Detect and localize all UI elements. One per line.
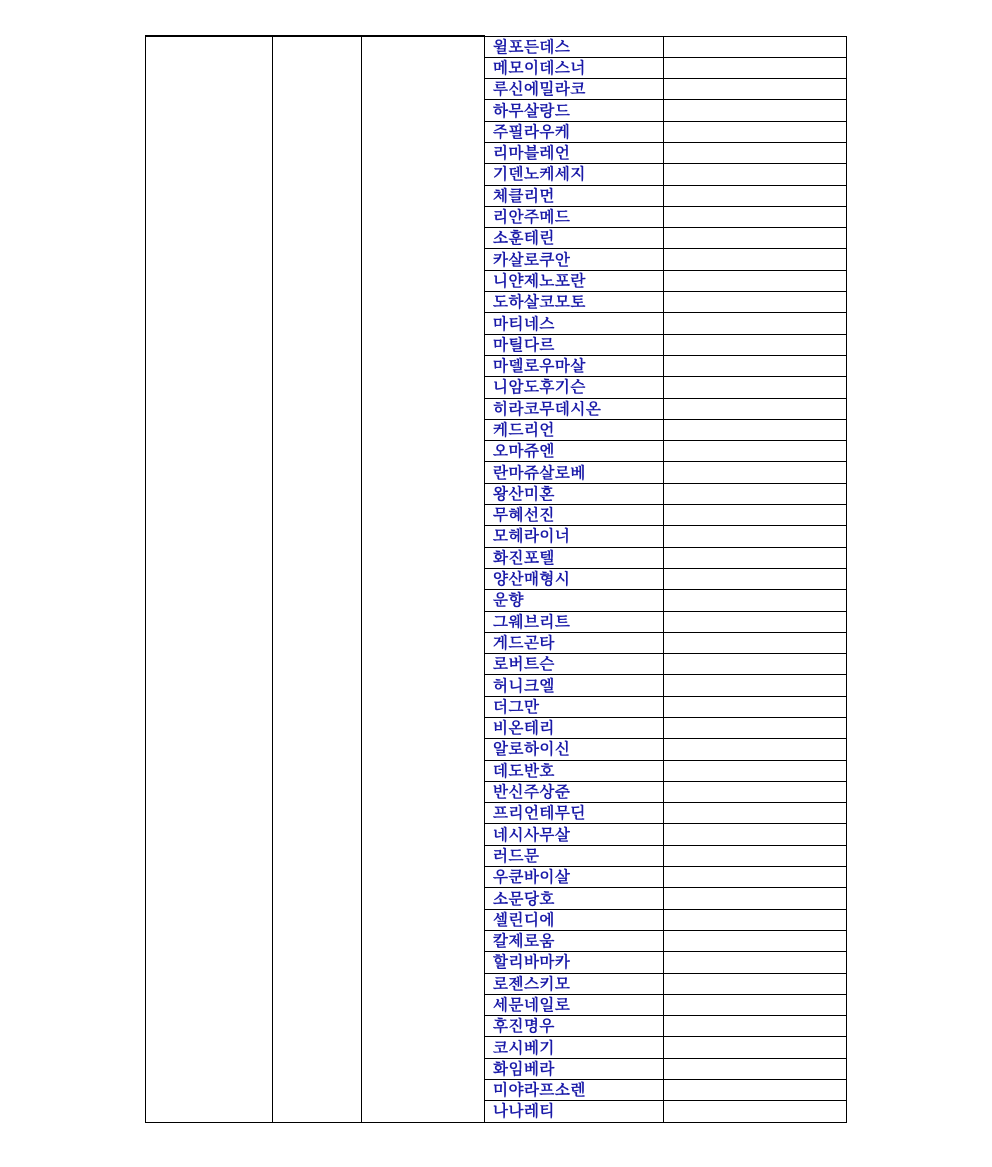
empty-cell [664,334,847,355]
name-cell: 루신에밀라코 [485,79,664,100]
blank-merged-cell-2 [273,36,362,1122]
empty-cell [664,824,847,845]
name-cell: 미야라프소렌 [485,1080,664,1101]
empty-cell [664,100,847,121]
name-cell: 허니크엘 [485,675,664,696]
blank-merged-cell-3 [362,36,485,1122]
name-cell: 무혜선진 [485,505,664,526]
name-cell: 프리언테무딘 [485,803,664,824]
name-cell: 하무살랑드 [485,100,664,121]
empty-cell [664,632,847,653]
name-cell: 오마쥬엔 [485,441,664,462]
table-row [146,36,847,57]
name-table-body [146,36,847,1122]
name-cell: 양산매형시 [485,568,664,589]
name-cell: 반신주상준 [485,781,664,802]
name-cell: 네시사무살 [485,824,664,845]
empty-cell [664,781,847,802]
name-cell: 로젠스키모 [485,973,664,994]
name-cell: 니얀제노포란 [485,270,664,291]
empty-cell [664,590,847,611]
name-cell: 할리바마카 [485,952,664,973]
empty-cell [664,398,847,419]
empty-cell [664,164,847,185]
empty-cell [664,526,847,547]
name-cell: 리마블레언 [485,142,664,163]
empty-cell [664,654,847,675]
empty-cell [664,867,847,888]
empty-cell [664,696,847,717]
name-cell: 알로하이신 [485,739,664,760]
empty-cell [664,994,847,1015]
name-cell: 왕산미혼 [485,483,664,504]
name-cell: 히라코무데시온 [485,398,664,419]
name-cell: 소문당호 [485,888,664,909]
name-cell: 화임베라 [485,1058,664,1079]
empty-cell [664,1037,847,1058]
name-cell: 메모이데스너 [485,57,664,78]
name-cell: 운향 [485,590,664,611]
empty-cell [664,888,847,909]
empty-cell [664,973,847,994]
name-cell: 후진명우 [485,1016,664,1037]
empty-cell [664,313,847,334]
name-cell: 기덴노케세지 [485,164,664,185]
name-cell: 우쿤바이살 [485,867,664,888]
empty-cell [664,909,847,930]
empty-cell [664,547,847,568]
empty-cell [664,419,847,440]
empty-cell [664,142,847,163]
name-cell: 카살로쿠안 [485,249,664,270]
empty-cell [664,1058,847,1079]
empty-cell [664,462,847,483]
name-cell: 세문네일로 [485,994,664,1015]
empty-cell [664,355,847,376]
name-cell: 윌포든데스 [485,36,664,57]
name-cell: 칼제로움 [485,930,664,951]
name-cell: 도하살코모토 [485,292,664,313]
empty-cell [664,505,847,526]
empty-cell [664,739,847,760]
name-table [145,35,847,1123]
empty-cell [664,377,847,398]
name-cell: 화진포텔 [485,547,664,568]
name-cell: 케드리언 [485,419,664,440]
name-cell: 비온테리 [485,718,664,739]
name-cell: 리안주메드 [485,206,664,227]
name-cell: 주필라우케 [485,121,664,142]
name-cell: 러드문 [485,845,664,866]
name-cell: 마델로우마살 [485,355,664,376]
name-cell: 그웨브리트 [485,611,664,632]
empty-cell [664,228,847,249]
empty-cell [664,270,847,291]
empty-cell [664,121,847,142]
blank-merged-cell-1 [146,36,273,1122]
empty-cell [664,292,847,313]
name-cell: 더그만 [485,696,664,717]
empty-cell [664,249,847,270]
empty-cell [664,57,847,78]
empty-cell [664,1080,847,1101]
name-cell: 셀린디에 [485,909,664,930]
name-cell: 나나레티 [485,1101,664,1122]
empty-cell [664,1101,847,1122]
name-cell: 란마쥬살로베 [485,462,664,483]
empty-cell [664,930,847,951]
empty-cell [664,483,847,504]
name-cell: 소훈테린 [485,228,664,249]
name-cell: 마틸다르 [485,334,664,355]
name-cell: 로버트슨 [485,654,664,675]
name-cell: 게드곤타 [485,632,664,653]
empty-cell [664,803,847,824]
empty-cell [664,36,847,57]
name-table-sheet [145,35,846,1126]
empty-cell [664,206,847,227]
empty-cell [664,845,847,866]
name-cell: 모헤라이너 [485,526,664,547]
empty-cell [664,1016,847,1037]
empty-cell [664,79,847,100]
empty-cell [664,611,847,632]
empty-cell [664,441,847,462]
empty-cell [664,718,847,739]
empty-cell [664,675,847,696]
empty-cell [664,760,847,781]
name-cell: 체클리먼 [485,185,664,206]
name-cell: 코시베기 [485,1037,664,1058]
name-cell: 마티네스 [485,313,664,334]
empty-cell [664,952,847,973]
name-cell: 니암도후기슨 [485,377,664,398]
name-cell: 데도반호 [485,760,664,781]
empty-cell [664,185,847,206]
empty-cell [664,568,847,589]
